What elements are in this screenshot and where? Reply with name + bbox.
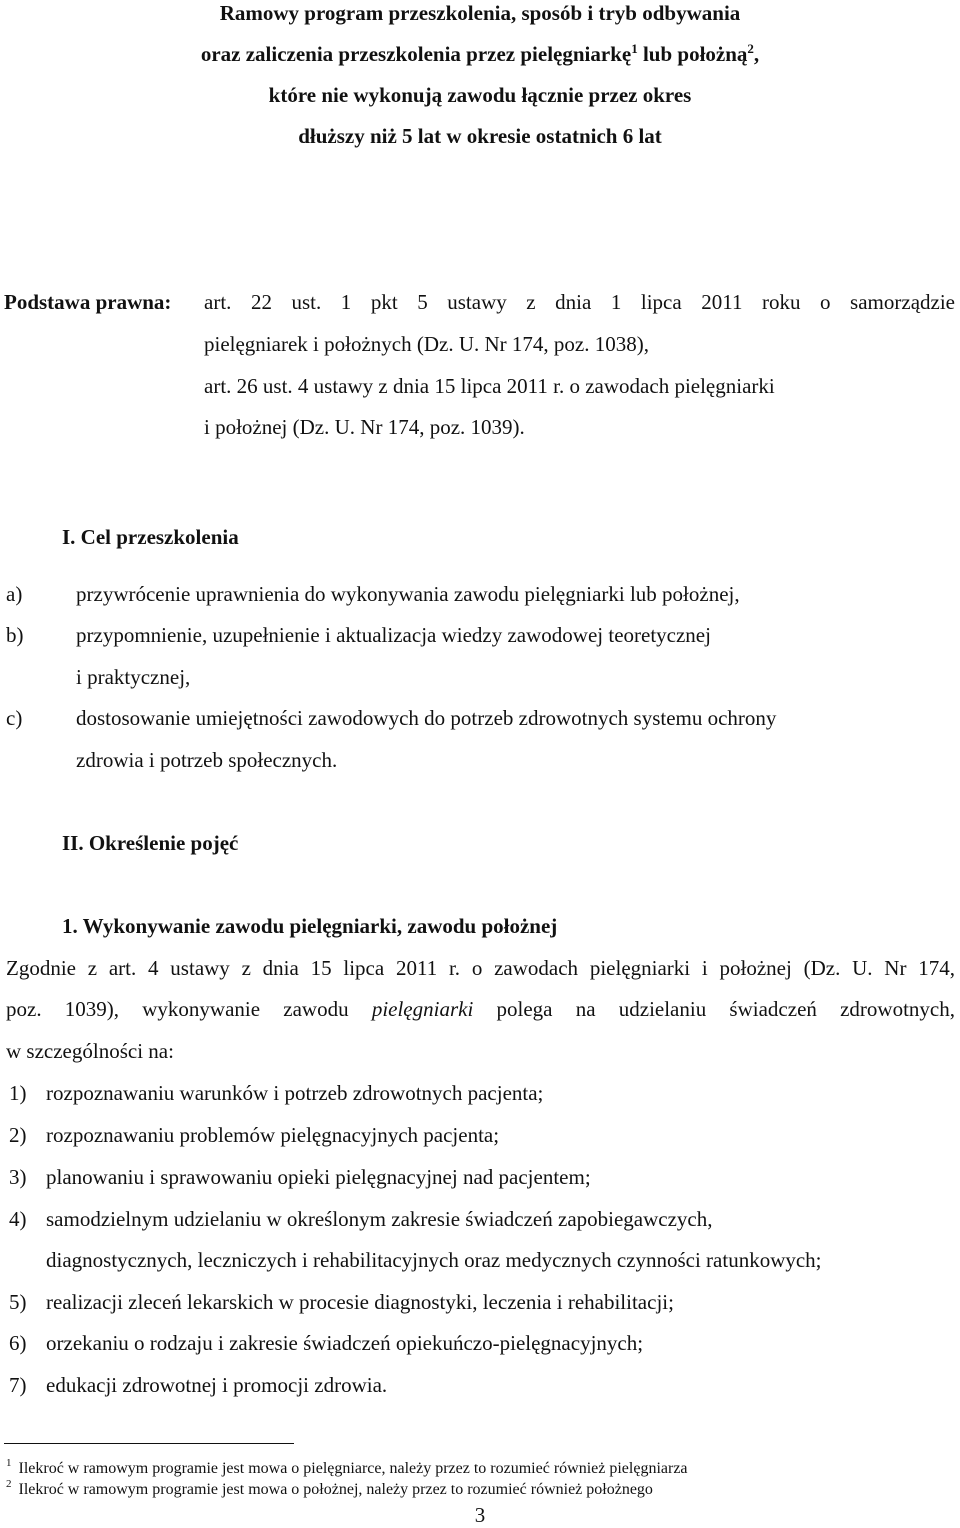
- list-item-text: rozpoznawaniu warunków i potrzeb zdrowotnych pacjenta;: [46, 1081, 544, 1105]
- list-item-text: orzekaniu o rodzaju i zakresie świadczeń opiekuńczo-pielęgnacyjnych;: [46, 1331, 644, 1355]
- title-line: które nie wykonują zawodu łącznie przez okres: [268, 83, 692, 107]
- footnote-ref: 2: [747, 41, 754, 56]
- title-line-text: lub położną: [637, 42, 748, 66]
- list-marker: 5): [9, 1290, 27, 1314]
- paragraph-text: polega na udzielaniu świadczeń zdrowotnych,: [473, 997, 955, 1021]
- footnote-ref: 1: [631, 41, 638, 56]
- list-marker: 3): [9, 1165, 27, 1189]
- paragraph-line: [6, 996, 955, 1022]
- footnote-number: 2: [6, 1477, 12, 1490]
- footnote: [6, 1456, 688, 1479]
- list-marker: c): [6, 706, 23, 730]
- document-title: [0, 0, 960, 157]
- footnote: [6, 1477, 653, 1500]
- list-marker: 1): [9, 1081, 27, 1105]
- list-item-text: samodzielnym udzielaniu w określonym zakresie świadczeń zapobiegawczych,: [46, 1207, 713, 1231]
- list-marker: b): [6, 623, 24, 647]
- list-marker: 4): [9, 1207, 27, 1231]
- paragraph-italic-text: pielęgniarki: [371, 997, 474, 1021]
- list-marker: 2): [9, 1123, 27, 1147]
- list-item-text: rozpoznawaniu problemów pielęgnacyjnych pacjenta;: [46, 1123, 500, 1147]
- page-number: 3: [474, 1503, 486, 1527]
- title-line: dłuższy niż 5 lat w okresie ostatnich 6 lat: [298, 124, 662, 148]
- section-heading: II. Określenie pojęć: [62, 831, 239, 855]
- list-item-text: zdrowia i potrzeb społecznych.: [76, 748, 338, 772]
- title-line: Ramowy program przeszkolenia, sposób i tryb odbywania: [219, 1, 741, 25]
- footnote-text: Ilekroć w ramowym programie jest mowa o położnej, należy przez to rozumieć również położnego: [18, 1481, 653, 1498]
- legal-basis-line: i położnej (Dz. U. Nr 174, poz. 1039).: [204, 415, 525, 439]
- legal-basis-line: art. 22 ust. 1 pkt 5 ustawy z dnia 1 lipca 2011 roku o samorządzie: [204, 290, 955, 314]
- title-line-text: oraz zaliczenia przeszkolenia przez pielęgniarkę: [200, 42, 632, 66]
- legal-basis-label: Podstawa prawna:: [4, 290, 172, 314]
- list-marker: a): [6, 582, 23, 606]
- section-heading: I. Cel przeszkolenia: [62, 525, 239, 549]
- title-line-text: ,: [753, 42, 760, 66]
- footnote-separator: [4, 1443, 294, 1444]
- list-item-text: dostosowanie umiejętności zawodowych do potrzeb zdrowotnych systemu ochrony: [76, 706, 777, 730]
- list-marker: 7): [9, 1373, 27, 1397]
- list-item-text: przywrócenie uprawnienia do wykonywania zawodu pielęgniarki lub położnej,: [76, 582, 740, 606]
- list-item-text: edukacji zdrowotnej i promocji zdrowia.: [46, 1373, 388, 1397]
- paragraph-line: w szczególności na:: [6, 1039, 174, 1063]
- list-marker: 6): [9, 1331, 27, 1355]
- subsection-heading: 1. Wykonywanie zawodu pielęgniarki, zawodu położnej: [62, 914, 558, 938]
- footnote-number: 1: [6, 1456, 12, 1469]
- list-item-text: planowaniu i sprawowaniu opieki pielęgnacyjnej nad pacjentem;: [46, 1165, 591, 1189]
- list-item-text: diagnostycznych, leczniczych i rehabilitacyjnych oraz medycznych czynności ratunkowych;: [46, 1248, 822, 1272]
- list-item-text: i praktycznej,: [76, 665, 191, 689]
- list-item-text: przypomnienie, uzupełnienie i aktualizacja wiedzy zawodowej teoretycznej: [76, 623, 711, 647]
- legal-basis-line: pielęgniarek i położnych (Dz. U. Nr 174, poz. 1038),: [204, 332, 649, 356]
- title-line: [0, 34, 960, 75]
- paragraph-line: Zgodnie z art. 4 ustawy z dnia 15 lipca 2011 r. o zawodach pielęgniarki i położnej (Dz. U. Nr 174,: [6, 956, 955, 980]
- list-item-text: realizacji zleceń lekarskich w procesie diagnostyki, leczenia i rehabilitacji;: [46, 1290, 674, 1314]
- legal-basis-line: art. 26 ust. 4 ustawy z dnia 15 lipca 2011 r. o zawodach pielęgniarki: [204, 374, 775, 398]
- paragraph-text: poz. 1039), wykonywanie zawodu: [6, 997, 372, 1021]
- footnote-text: Ilekroć w ramowym programie jest mowa o pielęgniarce, należy przez to rozumieć również pielęgniarza: [18, 1460, 688, 1477]
